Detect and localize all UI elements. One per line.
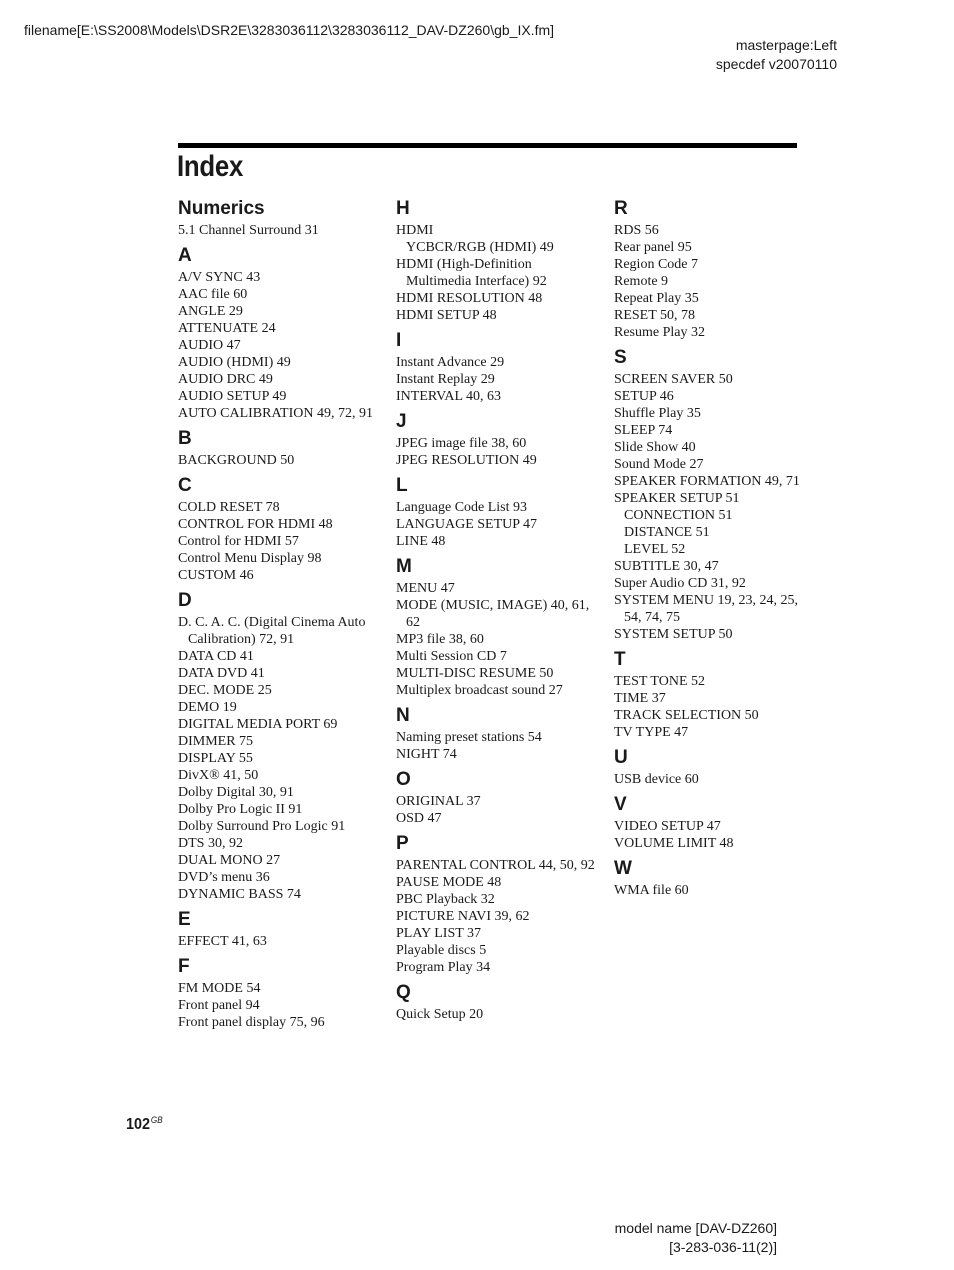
- index-entry: Remote 9: [614, 274, 669, 289]
- index-entry: Language Code List 93: [396, 500, 528, 515]
- index-section: [178, 955, 378, 1031]
- page-number-value: 102: [126, 1116, 151, 1133]
- index-entry: Multiplex broadcast sound 27: [396, 683, 563, 698]
- index-section: [614, 197, 814, 341]
- index-entry: Dolby Surround Pro Logic 91: [178, 819, 346, 834]
- index-section: [614, 793, 814, 852]
- index-entry: SLEEP 74: [614, 423, 673, 438]
- index-section: [396, 197, 596, 324]
- index-section: [614, 648, 814, 741]
- index-entry: DUAL MONO 27: [178, 853, 281, 868]
- index-entry: Control Menu Display 98: [178, 551, 322, 566]
- section-heading: N: [396, 705, 410, 726]
- index-entry: Rear panel 95: [614, 240, 692, 255]
- index-entry: AUDIO SETUP 49: [178, 389, 287, 404]
- index-entry: Front panel display 75, 96: [178, 1015, 325, 1030]
- filename-header: filename[E:\SS2008\Models\DSR2E\3283036112\3283036112_DAV-DZ260\gb_IX.fm]: [24, 22, 555, 38]
- model-info: [615, 1219, 777, 1257]
- title-rule: [178, 143, 797, 148]
- index-entry: NIGHT 74: [396, 747, 457, 762]
- section-heading: R: [614, 198, 628, 219]
- index-entry: Multi Session CD 7: [396, 649, 507, 664]
- index-entry: SCREEN SAVER 50: [614, 372, 733, 387]
- index-entry: DYNAMIC BASS 74: [178, 887, 301, 902]
- index-entry: Program Play 34: [396, 960, 491, 975]
- index-entry: D. C. A. C. (Digital Cinema Auto Calibration) 72, 91: [178, 615, 366, 647]
- index-section: [178, 197, 378, 239]
- model-code: [3-283-036-11(2)]: [669, 1239, 777, 1255]
- index-entry: VIDEO SETUP 47: [614, 819, 721, 834]
- index-entry: Instant Advance 29: [396, 355, 505, 370]
- index-entry: DEC. MODE 25: [178, 683, 272, 698]
- section-heading: A: [178, 245, 192, 266]
- index-section: [178, 589, 378, 903]
- index-entry: Slide Show 40: [614, 440, 696, 455]
- section-heading: B: [178, 428, 192, 449]
- index-entry: DIMMER 75: [178, 734, 254, 749]
- section-heading: Numerics: [178, 198, 265, 219]
- index-section: [396, 555, 596, 699]
- index-entry: JPEG RESOLUTION 49: [396, 453, 537, 468]
- page-number: [126, 1115, 163, 1134]
- index-entry: SYSTEM MENU 19, 23, 24, 25, 54, 74, 75: [614, 593, 798, 625]
- index-entry: PLAY LIST 37: [396, 926, 482, 941]
- index-column-3: [614, 197, 814, 904]
- index-section: [396, 704, 596, 763]
- section-heading: I: [396, 330, 402, 351]
- index-entry: AUDIO 47: [178, 338, 241, 353]
- index-entry: HDMI SETUP 48: [396, 308, 497, 323]
- section-heading: V: [614, 794, 627, 815]
- index-section: [396, 410, 596, 469]
- index-entry: AUDIO DRC 49: [178, 372, 273, 387]
- index-section: [614, 857, 814, 899]
- index-entry: OSD 47: [396, 811, 442, 826]
- index-entry: Repeat Play 35: [614, 291, 699, 306]
- index-entry: DISPLAY 55: [178, 751, 253, 766]
- index-entry: PARENTAL CONTROL 44, 50, 92: [396, 858, 595, 873]
- index-entry: Front panel 94: [178, 998, 260, 1013]
- index-section: [396, 474, 596, 550]
- index-entry: Playable discs 5: [396, 943, 487, 958]
- index-entry: DivX® 41, 50: [178, 768, 259, 783]
- index-section: [614, 746, 814, 788]
- index-entry: JPEG image file 38, 60: [396, 436, 527, 451]
- index-section: [178, 908, 378, 950]
- index-entry: SYSTEM SETUP 50: [614, 627, 733, 642]
- index-entry: DTS 30, 92: [178, 836, 243, 851]
- index-subentry: CONNECTION 51: [624, 508, 733, 523]
- index-entry: Sound Mode 27: [614, 457, 704, 472]
- model-name: model name [DAV-DZ260]: [614, 1220, 777, 1236]
- index-entry: COLD RESET 78: [178, 500, 280, 515]
- index-entry: 5.1 Channel Surround 31: [178, 223, 319, 238]
- index-entry: MULTI-DISC RESUME 50: [396, 666, 554, 681]
- index-entry: MODE (MUSIC, IMAGE) 40, 61, 62: [396, 598, 590, 630]
- index-entry: EFFECT 41, 63: [178, 934, 267, 949]
- section-heading: U: [614, 747, 628, 768]
- index-entry: LANGUAGE SETUP 47: [396, 517, 538, 532]
- index-entry: DATA DVD 41: [178, 666, 265, 681]
- index-entry: BACKGROUND 50: [178, 453, 295, 468]
- index-entry: Naming preset stations 54: [396, 730, 542, 745]
- index-entry: TRACK SELECTION 50: [614, 708, 759, 723]
- section-heading: P: [396, 833, 409, 854]
- masterpage-info: [716, 36, 837, 74]
- index-entry: Resume Play 32: [614, 325, 705, 340]
- index-subentry: DISTANCE 51: [624, 525, 710, 540]
- section-heading: H: [396, 198, 410, 219]
- section-heading: F: [178, 956, 190, 977]
- index-entry: ATTENUATE 24: [178, 321, 276, 336]
- index-entry: TIME 37: [614, 691, 666, 706]
- index-entry: Region Code 7: [614, 257, 698, 272]
- index-entry: DEMO 19: [178, 700, 237, 715]
- index-entry: ANGLE 29: [178, 304, 243, 319]
- index-entry: DVD’s menu 36: [178, 870, 270, 885]
- section-heading: L: [396, 475, 408, 496]
- index-entry: WMA file 60: [614, 883, 689, 898]
- index-entry: DATA CD 41: [178, 649, 254, 664]
- page-title: Index: [177, 150, 244, 183]
- index-entry: SETUP 46: [614, 389, 674, 404]
- index-entry: MENU 47: [396, 581, 455, 596]
- index-entry: ORIGINAL 37: [396, 794, 481, 809]
- index-section: [178, 427, 378, 469]
- index-entry: MP3 file 38, 60: [396, 632, 484, 647]
- index-section: [396, 981, 596, 1023]
- section-heading: M: [396, 556, 412, 577]
- section-heading: S: [614, 347, 627, 368]
- index-entry: A/V SYNC 43: [178, 270, 261, 285]
- index-entry: TV TYPE 47: [614, 725, 689, 740]
- section-heading: O: [396, 769, 411, 790]
- index-entry: SPEAKER SETUP 51: [614, 491, 740, 506]
- index-entry: HDMI: [396, 223, 434, 238]
- index-column-2: [396, 197, 596, 1028]
- index-subentry: YCBCR/RGB (HDMI) 49: [406, 240, 554, 255]
- index-entry: PBC Playback 32: [396, 892, 495, 907]
- section-heading: W: [614, 858, 632, 879]
- index-entry: TEST TONE 52: [614, 674, 706, 689]
- index-entry: PAUSE MODE 48: [396, 875, 502, 890]
- index-entry: SPEAKER FORMATION 49, 71: [614, 474, 800, 489]
- index-section: [614, 346, 814, 643]
- index-section: [178, 244, 378, 422]
- index-entry: INTERVAL 40, 63: [396, 389, 502, 404]
- index-subentry: LEVEL 52: [624, 542, 686, 557]
- index-entry: PICTURE NAVI 39, 62: [396, 909, 530, 924]
- masterpage-label: masterpage:Left: [735, 37, 837, 53]
- specdef-label: specdef v20070110: [715, 56, 837, 72]
- index-entry: HDMI RESOLUTION 48: [396, 291, 543, 306]
- index-entry: Dolby Pro Logic II 91: [178, 802, 303, 817]
- index-column-1: [178, 197, 378, 1036]
- index-section: [396, 329, 596, 405]
- index-entry: DIGITAL MEDIA PORT 69: [178, 717, 338, 732]
- index-entry: RDS 56: [614, 223, 659, 238]
- index-entry: CUSTOM 46: [178, 568, 254, 583]
- index-entry: VOLUME LIMIT 48: [614, 836, 734, 851]
- section-heading: D: [178, 590, 192, 611]
- index-entry: USB device 60: [614, 772, 699, 787]
- index-entry: AUDIO (HDMI) 49: [178, 355, 291, 370]
- index-entry: HDMI (High-Definition Multimedia Interface) 92: [396, 257, 547, 289]
- section-heading: T: [614, 649, 626, 670]
- index-entry: SUBTITLE 30, 47: [614, 559, 719, 574]
- index-entry: Dolby Digital 30, 91: [178, 785, 294, 800]
- index-entry: RESET 50, 78: [614, 308, 696, 323]
- section-heading: E: [178, 909, 191, 930]
- section-heading: C: [178, 475, 192, 496]
- index-entry: Super Audio CD 31, 92: [614, 576, 746, 591]
- index-entry: AUTO CALIBRATION 49, 72, 91: [178, 406, 373, 421]
- page-number-suffix: GB: [150, 1115, 163, 1125]
- index-entry: AAC file 60: [178, 287, 248, 302]
- section-heading: Q: [396, 982, 411, 1003]
- index-entry: CONTROL FOR HDMI 48: [178, 517, 333, 532]
- index-entry: FM MODE 54: [178, 981, 261, 996]
- index-entry: LINE 48: [396, 534, 446, 549]
- index-entry: Instant Replay 29: [396, 372, 495, 387]
- section-heading: J: [396, 411, 407, 432]
- index-entry: Shuffle Play 35: [614, 406, 701, 421]
- index-section: [396, 832, 596, 976]
- index-section: [178, 474, 378, 584]
- index-entry: Control for HDMI 57: [178, 534, 299, 549]
- index-section: [396, 768, 596, 827]
- index-entry: Quick Setup 20: [396, 1007, 484, 1022]
